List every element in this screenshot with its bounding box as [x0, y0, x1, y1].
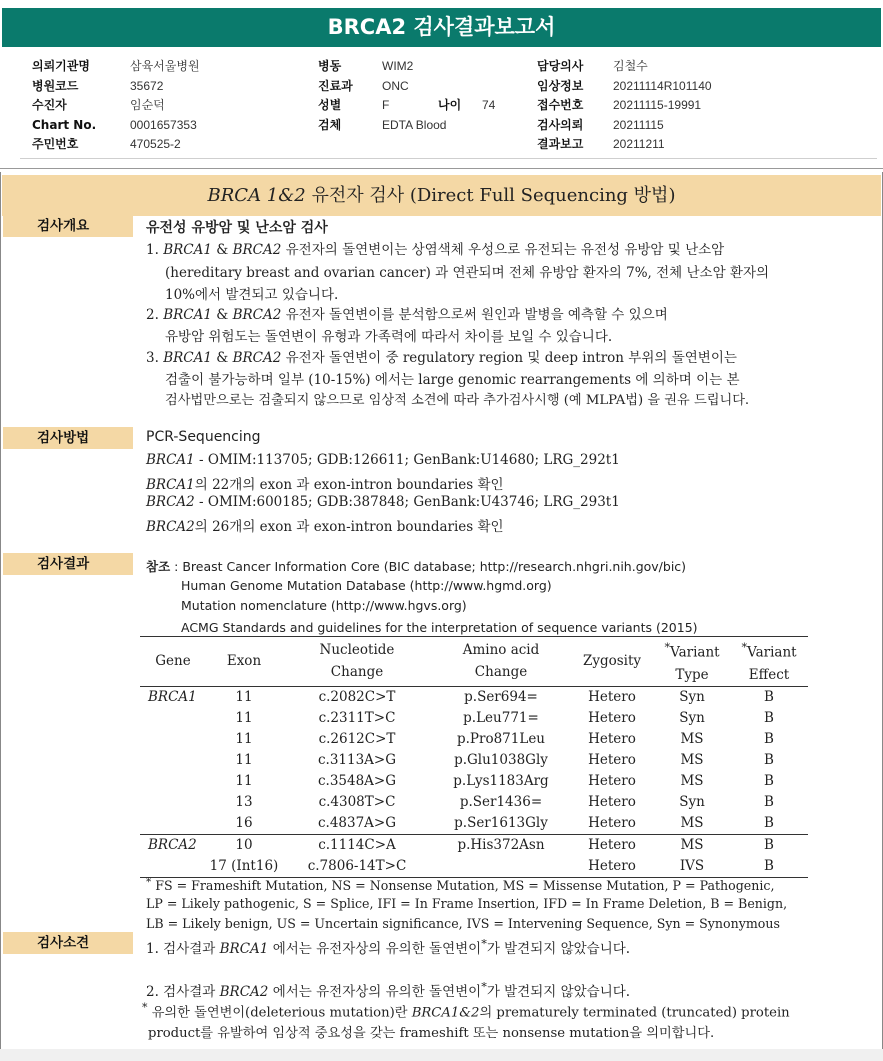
cell-nucleotide: c.4837A>G [317, 815, 397, 831]
footnote-line-1 [146, 876, 774, 893]
header-label: 검사의뢰 [537, 117, 584, 132]
amp: & [211, 350, 233, 366]
cell-amino-acid: p.Ser694= [464, 689, 538, 705]
cell-gene [140, 856, 206, 878]
footnote-line-2: LP = Likely pathogenic, S = Splice, IFI = In Frame Insertion, IFD = In Frame Deletion, B = Benign, [146, 896, 788, 911]
text: - OMIM:600185; GDB:387848; GenBank:U43746; LRG_293t1 [194, 494, 620, 510]
asterisk: * [664, 641, 671, 654]
cell-nucleotide: c.3113A>G [317, 752, 397, 768]
header-value: ONC [382, 78, 409, 93]
cell-exon: 13 [235, 794, 253, 810]
cell-amino-acid: p.Ser1436= [459, 794, 543, 810]
header-col-2 [318, 56, 495, 134]
text: 가 발견되지 않았습니다. [486, 984, 631, 1000]
method-line-3 [146, 494, 620, 510]
cell-nucleotide: c.1114C>A [318, 837, 396, 853]
text: 유전자 돌연변이 중 regulatory region 및 deep intron 부위의 돌연변이는 [281, 350, 737, 366]
asterisk: * [481, 980, 487, 994]
header-text: Variant [670, 644, 720, 661]
gene-name: BRCA2 [232, 242, 282, 258]
header-label: 의뢰기관명 [32, 59, 90, 73]
method-heading: PCR-Sequencing [146, 429, 261, 445]
header-nucleotide [282, 637, 432, 687]
header-field [32, 134, 200, 154]
cell-variant-type: MS [680, 815, 704, 831]
cell-variant-type: Syn [679, 710, 705, 726]
cell-amino-acid: p.Ser1613Gly [454, 815, 548, 831]
text: 가 발견되지 않았습니다. [486, 941, 631, 957]
reference-line-1 [146, 557, 686, 575]
text: 에서는 유전자상의 유의한 돌연변이 [268, 941, 482, 957]
cell-zygosity: Hetero [588, 815, 636, 831]
asterisk: * [741, 641, 748, 654]
text: 유전자의 돌연변이는 상염색체 우성으로 유전되는 유전성 유방암 및 난소암 [281, 242, 725, 258]
footnote-line-3: LB = Likely benign, US = Uncertain significance, IVS = Intervening Sequence, Syn = Synonymous [146, 916, 780, 931]
cell-variant-effect: B [764, 837, 774, 853]
overview-item-1-line-3: 10%에서 발견되고 있습니다. [165, 287, 339, 303]
header-value: WIM2 [382, 59, 414, 73]
gene-name: BRCA1 [163, 242, 212, 258]
header-text: Variant [747, 644, 797, 661]
header-label: 진료과 [318, 78, 353, 93]
text: 유의한 돌연변이(deleterious mutation)란 [147, 1005, 412, 1021]
cell-nucleotide: c.4308T>C [318, 794, 396, 810]
table-row [140, 813, 808, 835]
cell-gene: BRCA1 [148, 689, 197, 705]
reference-line-2: Human Genome Mutation Database (http://www.hgmd.org) [181, 578, 552, 593]
header-gene: Gene [155, 653, 191, 670]
header-value: 20211211 [613, 137, 665, 151]
gene-name: BRCA2 [232, 350, 282, 366]
header-field [318, 115, 495, 135]
text: 유전자 돌연변이를 분석함으로써 원인과 발병을 예측할 수 있으며 [281, 307, 668, 323]
table-row [140, 686, 808, 708]
cell-exon: 16 [235, 815, 253, 831]
cell-gene [140, 729, 206, 750]
cell-zygosity: Hetero [588, 752, 636, 768]
header-variant-type [654, 637, 730, 687]
header-label: 검체 [318, 117, 342, 132]
header-variant-effect [730, 637, 808, 687]
header-label: Chart No. [32, 117, 97, 132]
header-label: 수진자 [32, 98, 67, 112]
cell-variant-effect: B [764, 773, 774, 789]
cell-gene [140, 771, 206, 792]
header-value: 35672 [130, 78, 164, 93]
method-line-1 [146, 452, 620, 468]
asterisk: * [481, 937, 487, 951]
header-line: Effect [748, 666, 790, 683]
frame-border [0, 172, 1, 1049]
header-field [537, 115, 712, 135]
item-number: 2. [146, 307, 159, 323]
header-value: 20211115 [613, 117, 664, 132]
text: 에서는 유전자상의 유의한 돌연변이 [268, 984, 482, 1000]
table-row [140, 792, 808, 813]
header-label: 병동 [318, 59, 342, 73]
reference-text: Breast Cancer Information Core (BIC database; http://research.nhgri.nih.gov/bic) [182, 559, 687, 574]
cell-variant-type: MS [680, 773, 704, 789]
text: 의 26개의 exon 과 exon-intron boundaries 확인 [194, 519, 504, 535]
cell-amino-acid [432, 856, 570, 878]
text: 의 prematurely terminated (truncated) protein [479, 1005, 790, 1021]
cell-variant-effect: B [764, 710, 774, 726]
section-title-text: 유전자 검사 (Direct Full Sequencing 방법) [305, 185, 676, 206]
cell-variant-type: Syn [679, 794, 705, 810]
header-value: 20211115-19991 [613, 98, 702, 112]
header-field [537, 134, 712, 154]
reference-line-3: Mutation nomenclature (http://www.hgvs.org) [181, 598, 467, 613]
cell-gene: BRCA2 [148, 837, 197, 853]
item-number: 1. [146, 242, 159, 258]
overview-item-1-line-2: (hereditary breast and ovarian cancer) 과 연관되며 전체 유방암 환자의 7%, 전체 난소암 환자의 [165, 265, 770, 281]
header-line: Type [675, 666, 709, 683]
header-field [537, 95, 712, 115]
header-line: Change [474, 664, 528, 681]
opinion-note-line-2: product를 유발하여 임상적 중요성을 갖는 frameshift 또는 nonsense mutation을 의미합니다. [148, 1026, 715, 1041]
table-row [140, 750, 808, 771]
gene-name: BRCA1 [146, 452, 195, 468]
cell-variant-effect: B [764, 731, 774, 747]
amp: & [211, 307, 233, 323]
cell-exon: 11 [235, 752, 253, 768]
header-value: 임순덕 [130, 98, 165, 112]
header-field [537, 76, 712, 96]
gene-name: BRCA2 [146, 494, 195, 510]
cell-zygosity: Hetero [588, 773, 636, 789]
header-label: 주민번호 [32, 137, 79, 151]
table-header-row [140, 637, 808, 687]
cell-exon: 17 (Int16) [209, 858, 279, 874]
cell-variant-effect: B [764, 815, 774, 831]
cell-exon: 10 [235, 837, 253, 853]
cell-gene [140, 750, 206, 771]
header-label: 병원코드 [32, 78, 79, 93]
cell-variant-effect: B [764, 752, 774, 768]
header-line [730, 637, 808, 664]
header-value: 20211114R101140 [613, 78, 712, 93]
text: - OMIM:113705; GDB:126611; GenBank:U14680; LRG_292t1 [194, 452, 620, 468]
cell-zygosity: Hetero [588, 731, 636, 747]
header-exon: Exon [226, 653, 262, 670]
cell-variant-type: IVS [679, 858, 705, 874]
overview-item-2 [146, 303, 668, 323]
opinion-line-2 [146, 980, 630, 1000]
item-number: 3. [146, 350, 159, 366]
cell-exon: 11 [235, 689, 253, 705]
overview-item-3 [146, 346, 737, 366]
header-divider [20, 158, 877, 159]
opinion-note-line-1 [142, 1001, 790, 1020]
overview-item-3-line-2: 검출이 불가능하며 일부 (10-15%) 에서는 large genomic rearrangements 에 의하며 이는 본 [165, 372, 740, 388]
header-field [537, 56, 712, 76]
header-field [32, 115, 200, 135]
cell-zygosity: Hetero [588, 837, 636, 853]
header-col-1 [32, 56, 200, 154]
method-line-2 [146, 473, 504, 493]
header-field [318, 95, 495, 115]
header-field [32, 56, 200, 76]
cell-nucleotide: c.3548A>G [317, 773, 397, 789]
table-row [140, 771, 808, 792]
header-label: 담당의사 [537, 59, 584, 73]
cell-zygosity: Hetero [588, 794, 636, 810]
colon: : [170, 559, 183, 574]
asterisk: * [142, 1001, 148, 1014]
gene-name: BRCA1 [219, 941, 269, 957]
section-divider [0, 168, 883, 169]
cell-gene [140, 708, 206, 729]
cell-amino-acid: p.Lys1183Arg [453, 773, 549, 789]
cell-variant-type: Syn [679, 689, 705, 705]
section-title [0, 176, 883, 216]
results-label: 검사결과 [37, 556, 90, 572]
header-field [32, 76, 200, 96]
method-label: 검사방법 [37, 430, 90, 446]
header-field [318, 56, 495, 76]
gene-name: BRCA2 [219, 984, 269, 1000]
overview-heading: 유전성 유방암 및 난소암 검사 [146, 220, 328, 236]
header-line: Nucleotide [319, 642, 395, 659]
header-label: 성별 [318, 98, 342, 112]
cell-variant-type: MS [680, 837, 704, 853]
report-title: BRCA2 검사결과보고서 [2, 8, 881, 47]
cell-gene [140, 792, 206, 813]
header-value: EDTA Blood [382, 117, 447, 132]
variant-table [140, 636, 808, 878]
header-label: 임상정보 [537, 78, 584, 93]
table-row [140, 834, 808, 856]
header-value: F [382, 98, 390, 112]
gene-name: BRCA2 [146, 519, 195, 535]
cell-variant-type: MS [680, 752, 704, 768]
header-label: 결과보고 [537, 137, 584, 151]
cell-variant-effect: B [764, 794, 774, 810]
header-amino-acid [432, 637, 570, 687]
table-row [140, 708, 808, 729]
overview-item-1 [146, 238, 724, 258]
cell-nucleotide: c.2082C>T [318, 689, 396, 705]
cell-nucleotide: c.2612C>T [318, 731, 396, 747]
header-line: Amino acid [462, 642, 540, 659]
header-line: Change [330, 664, 384, 681]
table-row [140, 729, 808, 750]
cell-zygosity: Hetero [588, 858, 636, 874]
reference-label: 참조 [146, 559, 171, 574]
header-field [318, 76, 495, 96]
cell-exon: 11 [235, 731, 253, 747]
cell-amino-acid: p.His372Asn [457, 837, 545, 853]
cell-exon: 11 [235, 773, 253, 789]
text: 의 22개의 exon 과 exon-intron boundaries 확인 [194, 477, 504, 493]
cell-amino-acid: p.Glu1038Gly [454, 752, 548, 768]
header-field [32, 95, 200, 115]
opinion-line-1 [146, 937, 630, 957]
footnote-text: FS = Frameshift Mutation, NS = Nonsense Mutation, MS = Missense Mutation, P = Pathogenic, [151, 878, 775, 894]
cell-exon: 11 [235, 710, 253, 726]
section-title-gene: BRCA 1&2 [207, 185, 306, 206]
cell-zygosity: Hetero [588, 689, 636, 705]
amp: & [211, 242, 233, 258]
cell-variant-effect: B [764, 689, 774, 705]
header-col-3 [537, 56, 712, 154]
cell-nucleotide: c.2311T>C [318, 710, 396, 726]
gene-name: BRCA1 [146, 477, 195, 493]
cell-variant-type: MS [680, 731, 704, 747]
header-value: 삼육서울병원 [130, 59, 200, 73]
text: 2. 검사결과 [146, 984, 220, 1000]
method-line-4 [146, 515, 504, 535]
header-label: 접수번호 [537, 98, 584, 112]
header-value: 김철수 [613, 59, 648, 73]
header-value: 470525-2 [130, 137, 181, 151]
asterisk: * [146, 876, 152, 888]
cell-variant-effect: B [764, 858, 774, 874]
cell-gene [140, 813, 206, 835]
age-label: 나이 [438, 98, 462, 112]
gene-name: BRCA1 [163, 307, 212, 323]
age-value: 74 [482, 98, 496, 112]
gene-name: BRCA2 [232, 307, 282, 323]
header-value: 0001657353 [130, 117, 197, 132]
reference-line-4: ACMG Standards and guidelines for the interpretation of sequence variants (2015) [181, 620, 698, 635]
gene-name: BRCA1 [163, 350, 212, 366]
header-line [654, 637, 730, 664]
cell-amino-acid: p.Leu771= [463, 710, 539, 726]
cell-zygosity: Hetero [588, 710, 636, 726]
cell-nucleotide: c.7806-14T>C [307, 858, 407, 874]
overview-label: 검사개요 [37, 218, 90, 234]
gene-name: BRCA1&2 [411, 1005, 480, 1021]
overview-item-2-line-2: 유방암 위험도는 돌연변이 유형과 가족력에 따라서 차이를 보일 수 있습니다. [165, 329, 613, 345]
text: 1. 검사결과 [146, 941, 220, 957]
header-zygosity: Zygosity [582, 653, 642, 670]
overview-item-3-line-3: 검사법만으로는 검출되지 않으므로 임상적 소견에 따라 추가검사시행 (예 MLPA법) 을 권유 드립니다. [165, 393, 750, 408]
cell-amino-acid: p.Pro871Leu [456, 731, 545, 747]
opinion-label: 검사소견 [37, 935, 90, 951]
table-row [140, 856, 808, 878]
